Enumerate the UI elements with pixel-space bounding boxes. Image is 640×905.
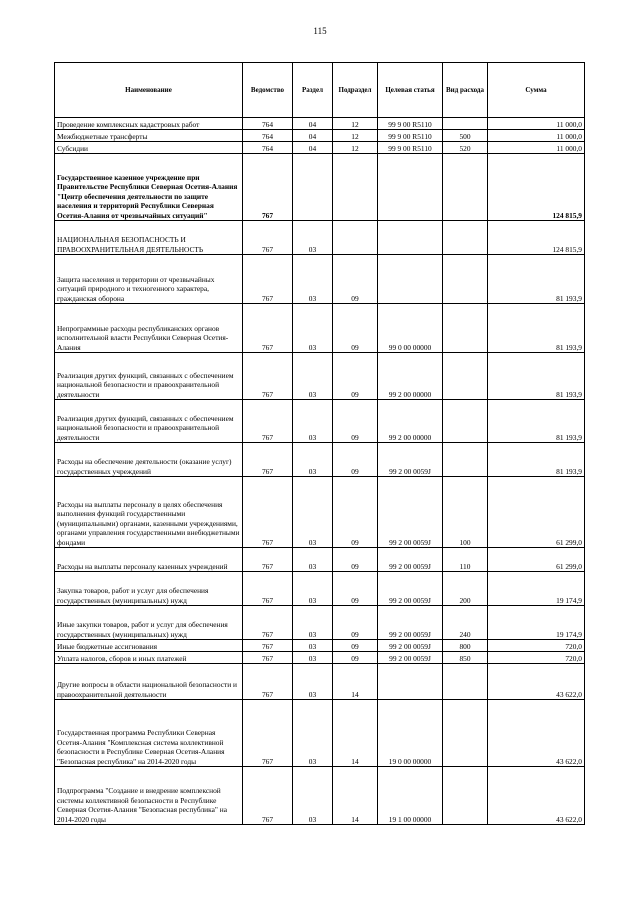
table-row [55, 652, 585, 664]
row-kind-cell [443, 700, 488, 767]
row-kind-cell [443, 767, 488, 825]
row-kind-cell [443, 221, 488, 255]
row-section-cell: 03 [293, 477, 333, 548]
row-dept-cell: 767 [243, 221, 293, 255]
table-row [55, 606, 585, 640]
row-section-cell: 03 [293, 353, 333, 400]
table-row [55, 664, 585, 700]
row-name-cell: Расходы на выплаты персоналу казенных учреждений [55, 548, 243, 572]
row-subsection-cell: 09 [333, 443, 378, 477]
row-section-cell: 03 [293, 640, 333, 652]
row-sum-cell: 19 174,9 [488, 606, 585, 640]
row-target-cell: 19 1 00 00000 [378, 767, 443, 825]
row-subsection-cell [333, 154, 378, 221]
row-subsection-cell: 12 [333, 118, 378, 130]
row-sum-cell: 720,0 [488, 640, 585, 652]
header-sum: Сумма [488, 63, 585, 118]
row-dept-cell: 767 [243, 304, 293, 353]
table-row [55, 142, 585, 154]
row-name-cell: Другие вопросы в области национальной безопасности и правоохранительной деятельности [55, 664, 243, 700]
row-dept-cell: 767 [243, 255, 293, 304]
row-dept-cell: 767 [243, 700, 293, 767]
row-dept-cell: 767 [243, 664, 293, 700]
row-kind-cell [443, 304, 488, 353]
row-subsection-cell: 09 [333, 353, 378, 400]
row-name-cell: Иные закупки товаров, работ и услуг для обеспечения государственных (муниципальных) нужд [55, 606, 243, 640]
table-row [55, 118, 585, 130]
row-kind-cell: 100 [443, 477, 488, 548]
row-sum-cell: 720,0 [488, 652, 585, 664]
row-sum-cell: 81 193,9 [488, 400, 585, 443]
row-kind-cell [443, 664, 488, 700]
row-subsection-cell: 09 [333, 640, 378, 652]
row-subsection-cell: 09 [333, 304, 378, 353]
row-dept-cell: 767 [243, 606, 293, 640]
table-header-row [55, 63, 585, 118]
row-section-cell: 03 [293, 221, 333, 255]
row-kind-cell: 200 [443, 572, 488, 606]
row-section-cell: 04 [293, 130, 333, 142]
row-dept-cell: 767 [243, 443, 293, 477]
budget-table [54, 62, 585, 825]
row-subsection-cell: 12 [333, 142, 378, 154]
row-dept-cell: 767 [243, 154, 293, 221]
table-row [55, 572, 585, 606]
row-target-cell: 99 9 00 R5110 [378, 142, 443, 154]
row-name-cell: Реализация других функций, связанных с обеспечением национальной безопасности и правоохранительной деятельности [55, 400, 243, 443]
row-kind-cell: 520 [443, 142, 488, 154]
row-target-cell: 19 0 00 00000 [378, 700, 443, 767]
table-row [55, 700, 585, 767]
row-section-cell: 03 [293, 304, 333, 353]
row-subsection-cell: 09 [333, 400, 378, 443]
row-section-cell [293, 154, 333, 221]
row-name-cell: НАЦИОНАЛЬНАЯ БЕЗОПАСНОСТЬ И ПРАВООХРАНИТЕЛЬНАЯ ДЕЯТЕЛЬНОСТЬ [55, 221, 243, 255]
row-sum-cell: 61 299,0 [488, 548, 585, 572]
row-dept-cell: 764 [243, 130, 293, 142]
row-sum-cell: 11 000,0 [488, 142, 585, 154]
row-subsection-cell: 09 [333, 548, 378, 572]
row-subsection-cell: 14 [333, 700, 378, 767]
row-subsection-cell: 09 [333, 255, 378, 304]
row-target-cell: 99 2 00 0059J [378, 652, 443, 664]
row-subsection-cell: 09 [333, 477, 378, 548]
header-name: Наименование [55, 63, 243, 118]
row-section-cell: 03 [293, 606, 333, 640]
table-row [55, 304, 585, 353]
row-section-cell: 03 [293, 572, 333, 606]
row-target-cell [378, 255, 443, 304]
row-dept-cell: 767 [243, 477, 293, 548]
row-sum-cell: 61 299,0 [488, 477, 585, 548]
row-sum-cell: 81 193,9 [488, 353, 585, 400]
row-target-cell: 99 0 00 00000 [378, 304, 443, 353]
row-section-cell: 03 [293, 548, 333, 572]
row-section-cell: 03 [293, 443, 333, 477]
row-target-cell: 99 2 00 0059J [378, 640, 443, 652]
row-target-cell: 99 2 00 00000 [378, 400, 443, 443]
table-row [55, 353, 585, 400]
row-name-cell: Подпрограмма "Создание и внедрение комплексной системы коллективной безопасности в Республике Северная Осетия-Алания "Безопасная республика" на 2014-2020 годы [55, 767, 243, 825]
row-section-cell: 03 [293, 652, 333, 664]
row-name-cell: Расходы на обеспечение деятельности (оказание услуг) государственных учреждений [55, 443, 243, 477]
row-sum-cell: 43 622,0 [488, 664, 585, 700]
table-row [55, 400, 585, 443]
table-row [55, 548, 585, 572]
table-body [55, 118, 585, 825]
row-name-cell: Непрограммные расходы республиканских органов исполнительной власти Республики Северная Осетия-Алания [55, 304, 243, 353]
row-name-cell: Межбюджетные трансферты [55, 130, 243, 142]
row-sum-cell: 124 815,9 [488, 221, 585, 255]
row-sum-cell: 43 622,0 [488, 700, 585, 767]
row-subsection-cell: 12 [333, 130, 378, 142]
row-sum-cell: 81 193,9 [488, 304, 585, 353]
row-name-cell: Расходы на выплаты персоналу в целях обеспечения выполнения функций государственными (муниципальными) органами, казенными учреждениями, органами управления государственными внебюджетными фондами [55, 477, 243, 548]
row-target-cell: 99 2 00 0059J [378, 606, 443, 640]
table-row [55, 154, 585, 221]
row-dept-cell: 767 [243, 548, 293, 572]
row-name-cell: Государственная программа Республики Северная Осетия-Алания "Комплексная система коллективной безопасности в Республике Северная Осетия-Алания "Безопасная республика" на 2014-2020 годы [55, 700, 243, 767]
row-kind-cell [443, 443, 488, 477]
row-kind-cell: 240 [443, 606, 488, 640]
row-kind-cell [443, 353, 488, 400]
row-name-cell: Реализация других функций, связанных с обеспечением национальной безопасности и правоохранительной деятельности [55, 353, 243, 400]
row-target-cell: 99 2 00 0059J [378, 477, 443, 548]
row-target-cell [378, 664, 443, 700]
row-section-cell: 03 [293, 400, 333, 443]
row-name-cell: Государственное казенное учреждение при Правительстве Республики Северная Осетия-Алания "Центр обеспечения деятельности по защите населения и территорий Республики Северная Осетия-Алания от чрезвычайных ситуаций" [55, 154, 243, 221]
row-section-cell: 04 [293, 142, 333, 154]
row-subsection-cell [333, 221, 378, 255]
row-dept-cell: 764 [243, 142, 293, 154]
row-section-cell: 04 [293, 118, 333, 130]
row-sum-cell: 81 193,9 [488, 255, 585, 304]
table-row [55, 477, 585, 548]
table-row [55, 221, 585, 255]
row-kind-cell: 850 [443, 652, 488, 664]
row-name-cell: Иные бюджетные ассигнования [55, 640, 243, 652]
row-section-cell: 03 [293, 255, 333, 304]
row-dept-cell: 767 [243, 572, 293, 606]
row-kind-cell [443, 400, 488, 443]
row-sum-cell: 43 622,0 [488, 767, 585, 825]
row-subsection-cell: 09 [333, 572, 378, 606]
row-dept-cell: 767 [243, 652, 293, 664]
row-sum-cell: 19 174,9 [488, 572, 585, 606]
table-row [55, 255, 585, 304]
row-target-cell: 99 9 00 R5110 [378, 118, 443, 130]
row-target-cell: 99 2 00 0059J [378, 572, 443, 606]
row-kind-cell [443, 154, 488, 221]
table-row [55, 130, 585, 142]
row-name-cell: Проведение комплексных кадастровых работ [55, 118, 243, 130]
row-name-cell: Уплата налогов, сборов и иных платежей [55, 652, 243, 664]
row-target-cell: 99 9 00 R5110 [378, 130, 443, 142]
row-dept-cell: 767 [243, 353, 293, 400]
row-dept-cell: 767 [243, 767, 293, 825]
table-row [55, 640, 585, 652]
table-row [55, 767, 585, 825]
row-target-cell [378, 154, 443, 221]
row-target-cell [378, 221, 443, 255]
row-dept-cell: 767 [243, 640, 293, 652]
row-subsection-cell: 14 [333, 767, 378, 825]
header-dept: Ведомство [243, 63, 293, 118]
row-dept-cell: 764 [243, 118, 293, 130]
table-row [55, 443, 585, 477]
row-kind-cell: 800 [443, 640, 488, 652]
row-target-cell: 99 2 00 00000 [378, 353, 443, 400]
row-name-cell: Закупка товаров, работ и услуг для обеспечения государственных (муниципальных) нужд [55, 572, 243, 606]
row-name-cell: Субсидии [55, 142, 243, 154]
row-dept-cell: 767 [243, 400, 293, 443]
row-subsection-cell: 09 [333, 606, 378, 640]
row-sum-cell: 11 000,0 [488, 130, 585, 142]
row-section-cell: 03 [293, 700, 333, 767]
row-kind-cell: 500 [443, 130, 488, 142]
row-name-cell: Защита населения и территории от чрезвычайных ситуаций природного и техногенного характера, гражданская оборона [55, 255, 243, 304]
row-sum-cell: 81 193,9 [488, 443, 585, 477]
row-section-cell: 03 [293, 664, 333, 700]
page-number: 115 [313, 26, 327, 36]
row-subsection-cell: 09 [333, 652, 378, 664]
row-sum-cell: 124 815,9 [488, 154, 585, 221]
header-subsection: Подраздел [333, 63, 378, 118]
row-kind-cell [443, 255, 488, 304]
row-subsection-cell: 14 [333, 664, 378, 700]
header-target: Целевая статья [378, 63, 443, 118]
row-target-cell: 99 2 00 0059J [378, 548, 443, 572]
row-target-cell: 99 2 00 0059J [378, 443, 443, 477]
row-sum-cell: 11 000,0 [488, 118, 585, 130]
row-section-cell: 03 [293, 767, 333, 825]
row-kind-cell [443, 118, 488, 130]
header-kind: Вид расхода [443, 63, 488, 118]
row-kind-cell: 110 [443, 548, 488, 572]
header-section: Раздел [293, 63, 333, 118]
